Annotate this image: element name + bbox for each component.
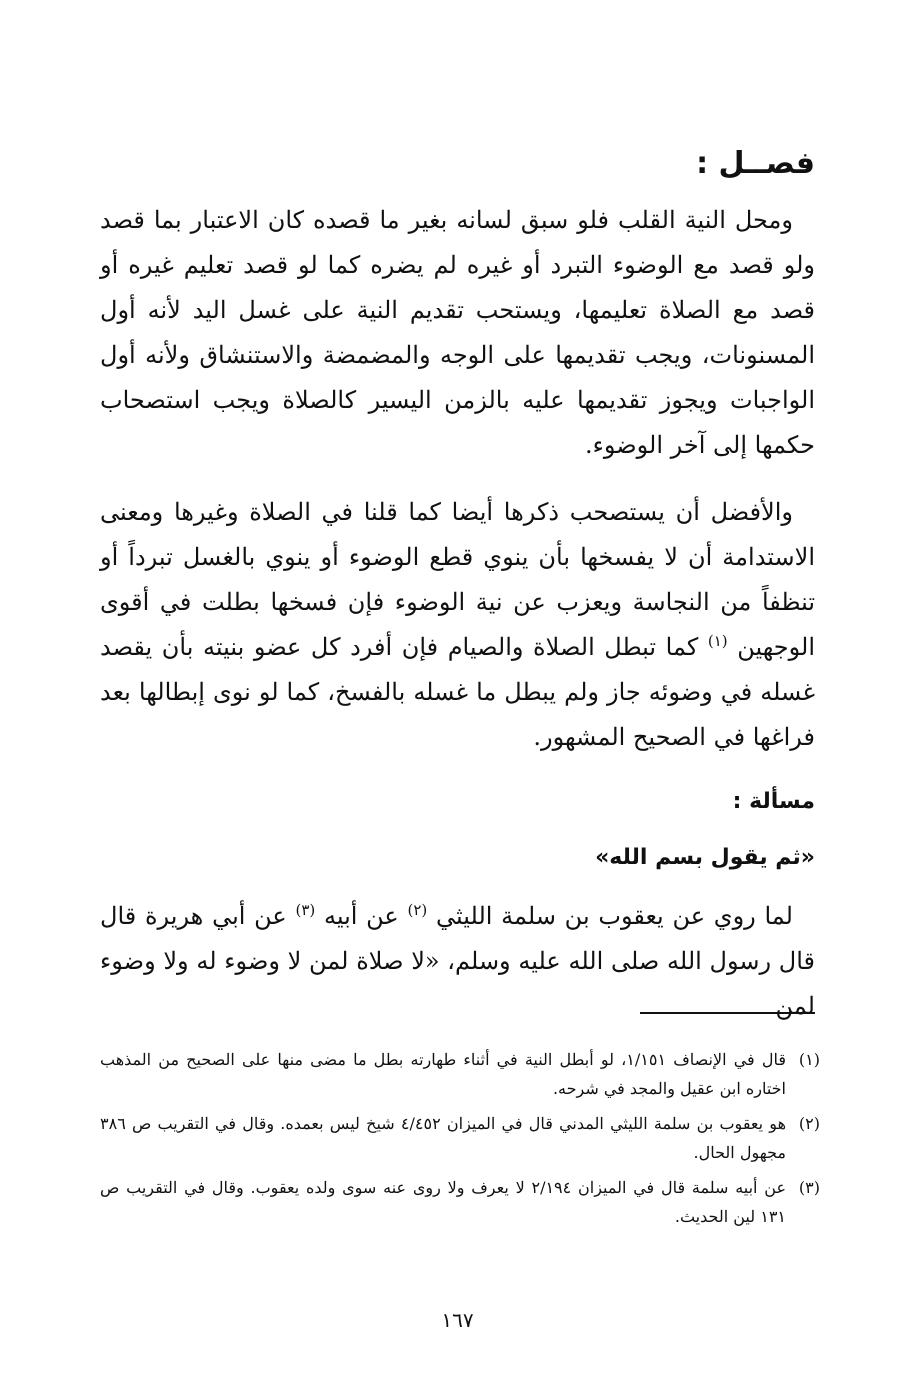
masala-heading: مسألة : [732, 789, 815, 814]
paragraph-basmala-part1: لما روي عن يعقوب بن سلمة الليثي [436, 902, 793, 930]
footnote-1 [100, 1045, 820, 1103]
footnote-2-number: (٢) [798, 1114, 820, 1133]
footnote-1-number: (١) [798, 1050, 820, 1069]
page-number: ١٦٧ [441, 1308, 474, 1332]
paragraph-continuation [100, 490, 815, 760]
footnotes [100, 1045, 820, 1237]
paragraph-continuation-part1: والأفضل أن يستصحب ذكرها أيضا كما قلنا في الصلاة وغيرها ومعنى الاستدامة أن لا يفسخها بأن ينوي قطع الوضوء أو ينوي بالغسل تبرداً أو تنظفاً من النجاسة ويعزب عن نية الوضوء فإن فسخها بطلت في أقوى الوجهين [100, 498, 816, 661]
footnote-1-text: قال في الإنصاف ١/١٥١، لو أبطل النية في أثناء طهارته بطل ما مضى منها على الصحيح من المذهب اختاره ابن عقيل والمجد في شرحه. [100, 1050, 786, 1098]
footnote-ref-1: (١) [707, 632, 728, 650]
footnote-3-number: (٣) [798, 1178, 820, 1197]
paragraph-intention-location: ومحل النية القلب فلو سبق لسانه بغير ما قصده كان الاعتبار بما قصد ولو قصد مع الوضوء التبرد أو غيره لم يضره كما لو قصد تعليم غيره أو قصد مع الصلاة تعليمها، ويستحب تقديم النية على غسل اليد لأنه أول المسنونات، ويجب تقديمها على الوجه والمضمضة والاستنشاق ولأنه أول الواجبات ويجوز تقديمها عليه بالزمن اليسير كالصلاة ويجب استصحاب حكمها إلى آخر الوضوء. [100, 206, 815, 459]
paragraph-basmala [100, 894, 815, 1029]
footnote-ref-3: (٣) [295, 901, 316, 919]
paragraph-basmala-part3: عن أبي هريرة قال قال رسول الله صلى الله عليه وسلم، «لا صلاة لمن لا وضوء له ولا وضوء لمن [100, 902, 815, 1020]
main-text [100, 140, 815, 1051]
footnote-3-text: عن أبيه سلمة قال في الميزان ٢/١٩٤ لا يعرف ولا روى عنه سوى ولده يعقوب. وقال في التقريب ص ١٣١ لين الحديث. [100, 1178, 786, 1226]
paragraph-continuation-part2: كما تبطل الصلاة والصيام فإن أفرد كل عضو بنيته بأن يقصد غسله في وضوئه جاز ولم يبطل ما غسله بالفسخ، كما لو نوى إبطالها بعد فراغها في الصحيح المشهور. [100, 633, 815, 751]
footnote-2 [100, 1109, 820, 1167]
footnote-2-text: هو يعقوب بن سلمة الليثي المدني قال في الميزان ٤/٤٥٢ شيخ ليس بعمده. وقال في التقريب ص ٣٨٦ مجهول الحال. [100, 1114, 787, 1162]
section-heading: فصــل : [696, 146, 815, 181]
masala-quote: «ثم يقول بسم الله» [595, 845, 815, 870]
footnote-divider [640, 1012, 815, 1014]
paragraph-basmala-part2: عن أبيه [323, 902, 399, 930]
footnote-ref-2: (٢) [407, 901, 428, 919]
footnote-3 [100, 1173, 820, 1231]
